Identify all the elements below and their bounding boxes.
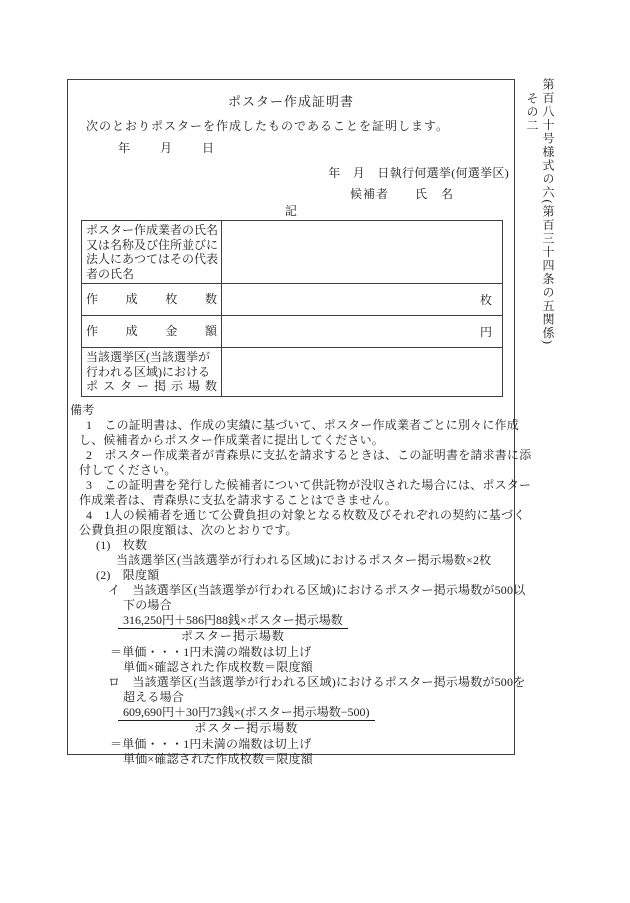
remark-line: イ 当該選挙区(当該選挙が行われる区域)におけるポスター掲示場数が500以 [108, 582, 526, 597]
remark-line: (2) 限度額 [96, 567, 160, 582]
remark-line: 4 1人の候補者を通じて公費負担の対象となる枚数及びそれぞれの契約に基づく [86, 507, 526, 522]
table-row-poster-sites [82, 347, 502, 396]
remark-line: ＝単価・・・1円未満の端数は切上げ [110, 736, 312, 751]
remark-line: 2 ポスター作成業者が青森県に支払を請求するときは、この証明書を請求書に添 [86, 447, 532, 462]
remark-line: 3 この証明書を発行した候補者について供託物が没収された場合には、ポスター [86, 477, 532, 492]
limit-formula-over-500 [118, 705, 375, 736]
remark-line: 下の場合 [123, 597, 172, 612]
row-label: 作成枚数 [82, 284, 222, 315]
form-sub-number-label: その二 [525, 92, 539, 133]
row-value-maker-name [222, 221, 502, 283]
remarks-section [68, 402, 532, 767]
maker-table [81, 220, 503, 397]
record-mark: 記 [284, 204, 298, 218]
date-line: 年 月 日 [118, 141, 217, 155]
remark-line: 単価×確認された作成枚数＝限度額 [123, 659, 313, 674]
row-value-sheet-count [222, 284, 502, 315]
fraction-numerator: 609,690円＋30円73銭×(ポスター掲示場数−500) [118, 705, 375, 721]
row-label: ポスター作成業者の氏名 又は名称及び住所並びに 法人にあつてはその代表 者の氏名 [82, 221, 222, 283]
unit-label-yen: 円 [479, 325, 492, 339]
form-number-label: 第百八十号様式の六(第百三十四条の五関係) [541, 78, 555, 346]
row-label: 作成金額 [82, 316, 222, 347]
remark-line: (1) 枚数 [96, 537, 148, 552]
table-row-maker-name [82, 221, 502, 283]
table-row-amount [82, 315, 502, 347]
row-label: 当該選挙区(当該選挙が 行われる区域)における ポスター掲示場数 [82, 348, 222, 396]
declaration-line: 次のとおりポスターを作成したものであることを証明します。 [86, 119, 450, 133]
remarks-heading: 備考 [70, 402, 95, 417]
unit-label-sheets: 枚 [479, 293, 492, 307]
remark-line: 当該選挙区(当該選挙が行われる区域)におけるポスター掲示場数×2枚 [116, 552, 492, 567]
table-row-sheet-count [82, 283, 502, 315]
row-value-poster-sites [222, 348, 502, 396]
fraction-denominator: ポスター掲示場数 [180, 628, 285, 643]
fraction-denominator: ポスター掲示場数 [194, 720, 299, 735]
candidate-line: 候補者 氏 名 [349, 187, 454, 201]
form-title: ポスター作成証明書 [227, 94, 354, 109]
remark-line: し、候補者からポスター作成業者に提出してください。 [79, 432, 385, 447]
fraction-numerator: 316,250円＋586円88銭×ポスター掲示場数 [118, 613, 348, 629]
remark-line: 付してください。 [79, 462, 177, 477]
remark-line: 作成業者は、青森県に支払を請求することはできません。 [79, 492, 397, 507]
side-form-labels [524, 78, 556, 418]
remark-line: 公費負担の限度額は、次のとおりです。 [79, 522, 298, 537]
election-line: 年 月 日執行何選挙(何選挙区) [328, 166, 509, 180]
row-value-amount [222, 316, 502, 347]
remark-line: 1 この証明書は、作成の実績に基づいて、ポスター作成業者ごとに別々に作成 [86, 417, 519, 432]
remark-line: 超える場合 [123, 689, 185, 704]
remark-line: 単価×確認された作成枚数＝限度額 [123, 751, 313, 766]
remark-line: ロ 当該選挙区(当該選挙が行われる区域)におけるポスター掲示場数が500を [108, 674, 526, 689]
limit-formula-under-500 [118, 613, 348, 644]
remark-line: ＝単価・・・1円未満の端数は切上げ [110, 644, 312, 659]
